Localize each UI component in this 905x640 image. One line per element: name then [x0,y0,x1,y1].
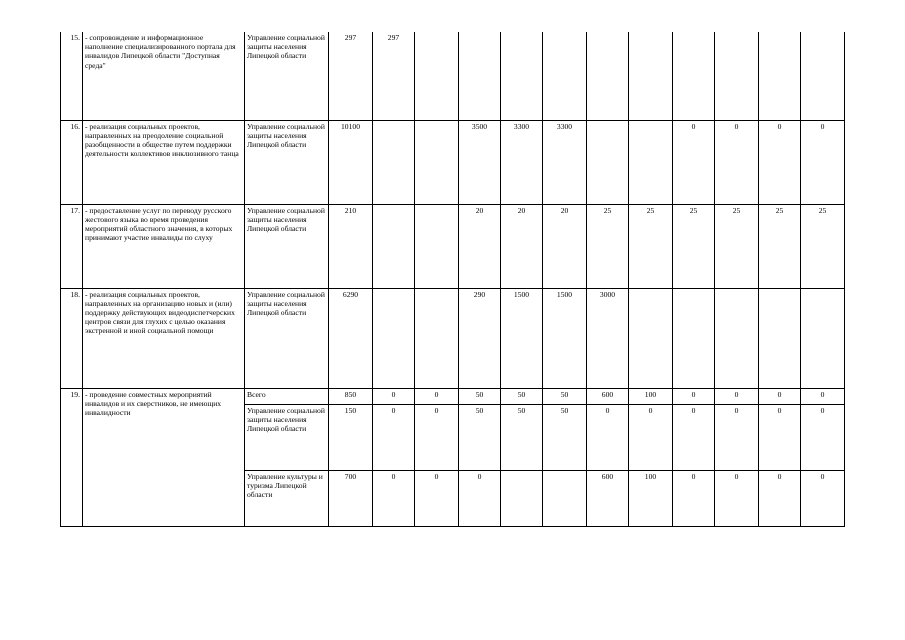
value-cell: 3000 [587,288,629,388]
value-cell: 0 [801,388,845,404]
value-cell: 0 [801,120,845,204]
responsible-executor: Всего [245,388,329,404]
value-cell: 600 [587,470,629,526]
value-cell: 0 [459,470,501,526]
value-cell: 10100 [329,120,373,204]
value-cell [501,470,543,526]
table-row [61,32,845,120]
table-row [61,120,845,204]
table-row [61,288,845,388]
value-cell: 0 [415,404,459,470]
value-cell [543,32,587,120]
value-cell: 0 [715,404,759,470]
value-cell: 0 [759,388,801,404]
value-cell [373,120,415,204]
row-number: 15. [61,32,83,120]
value-cell: 0 [715,470,759,526]
value-cell [459,32,501,120]
value-cell: 0 [673,404,715,470]
value-cell: 0 [415,470,459,526]
value-cell: 50 [543,388,587,404]
value-cell: 1500 [543,288,587,388]
responsible-executor: Управление социальной защиты населения Липецкой области [245,204,329,288]
value-cell: 0 [415,388,459,404]
value-cell: 50 [501,388,543,404]
value-cell: 297 [329,32,373,120]
value-cell [801,32,845,120]
value-cell [715,32,759,120]
value-cell: 50 [543,404,587,470]
activity-description: - сопровождение и информационное наполнение специализированного портала для инвалидов Липецкой области "Доступная среда" [83,32,245,120]
value-cell [759,32,801,120]
value-cell: 50 [501,404,543,470]
value-cell: 0 [673,470,715,526]
budget-table [60,32,845,527]
table-row [61,388,845,404]
value-cell: 700 [329,470,373,526]
value-cell: 25 [715,204,759,288]
value-cell: 50 [459,388,501,404]
value-cell: 850 [329,388,373,404]
row-number: 17. [61,204,83,288]
value-cell [587,120,629,204]
value-cell: 25 [759,204,801,288]
table-row [61,204,845,288]
row-number: 18. [61,288,83,388]
activity-description: - предоставление услуг по переводу русского жестового языка во время проведения мероприятий областного значения, в которых принимают участие инвалиды по слуху [83,204,245,288]
value-cell: 3300 [501,120,543,204]
value-cell: 1500 [501,288,543,388]
value-cell: 0 [629,404,673,470]
responsible-executor: Управление социальной защиты населения Липецкой области [245,120,329,204]
value-cell: 25 [629,204,673,288]
value-cell: 3500 [459,120,501,204]
table-body [61,32,845,526]
value-cell [501,32,543,120]
value-cell [415,204,459,288]
value-cell: 290 [459,288,501,388]
responsible-executor: Управление социальной защиты населения Липецкой области [245,32,329,120]
value-cell: 600 [587,388,629,404]
value-cell [801,288,845,388]
value-cell [629,32,673,120]
value-cell: 20 [501,204,543,288]
value-cell [543,470,587,526]
value-cell [673,288,715,388]
value-cell: 100 [629,388,673,404]
value-cell [629,288,673,388]
value-cell: 0 [373,388,415,404]
value-cell: 25 [801,204,845,288]
value-cell [715,288,759,388]
value-cell: 0 [759,470,801,526]
value-cell: 100 [629,470,673,526]
value-cell: 150 [329,404,373,470]
value-cell [629,120,673,204]
value-cell [373,288,415,388]
value-cell [415,120,459,204]
value-cell: 20 [543,204,587,288]
value-cell [373,204,415,288]
value-cell: 0 [673,120,715,204]
value-cell [759,288,801,388]
value-cell: 0 [373,404,415,470]
value-cell: 25 [587,204,629,288]
value-cell: 50 [459,404,501,470]
value-cell: 0 [801,470,845,526]
value-cell: 0 [673,388,715,404]
value-cell: 0 [587,404,629,470]
value-cell: 3300 [543,120,587,204]
value-cell: 210 [329,204,373,288]
value-cell: 0 [759,404,801,470]
value-cell [415,288,459,388]
responsible-executor: Управление социальной защиты населения Липецкой области [245,288,329,388]
value-cell: 297 [373,32,415,120]
value-cell: 0 [373,470,415,526]
value-cell [415,32,459,120]
value-cell: 0 [801,404,845,470]
activity-description: - проведение совместных мероприятий инвалидов и их сверстников, не имеющих инвалидности [83,388,245,526]
value-cell [673,32,715,120]
value-cell: 0 [759,120,801,204]
value-cell: 25 [673,204,715,288]
value-cell: 6290 [329,288,373,388]
row-number: 19. [61,388,83,526]
value-cell: 20 [459,204,501,288]
value-cell [587,32,629,120]
responsible-executor: Управление социальной защиты населения Липецкой области [245,404,329,470]
activity-description: - реализация социальных проектов, направленных на преодоление социальной разобщенности в обществе путем поддержки деятельности коллективов инклюзивного танца [83,120,245,204]
activity-description: - реализация социальных проектов, направленных на организацию новых и (или) поддержку действующих видеодиспетчерских центров связи для глухих с целью оказания экстренной и иной социальной помощи [83,288,245,388]
responsible-executor: Управление культуры и туризма Липецкой области [245,470,329,526]
value-cell: 0 [715,120,759,204]
value-cell: 0 [715,388,759,404]
row-number: 16. [61,120,83,204]
